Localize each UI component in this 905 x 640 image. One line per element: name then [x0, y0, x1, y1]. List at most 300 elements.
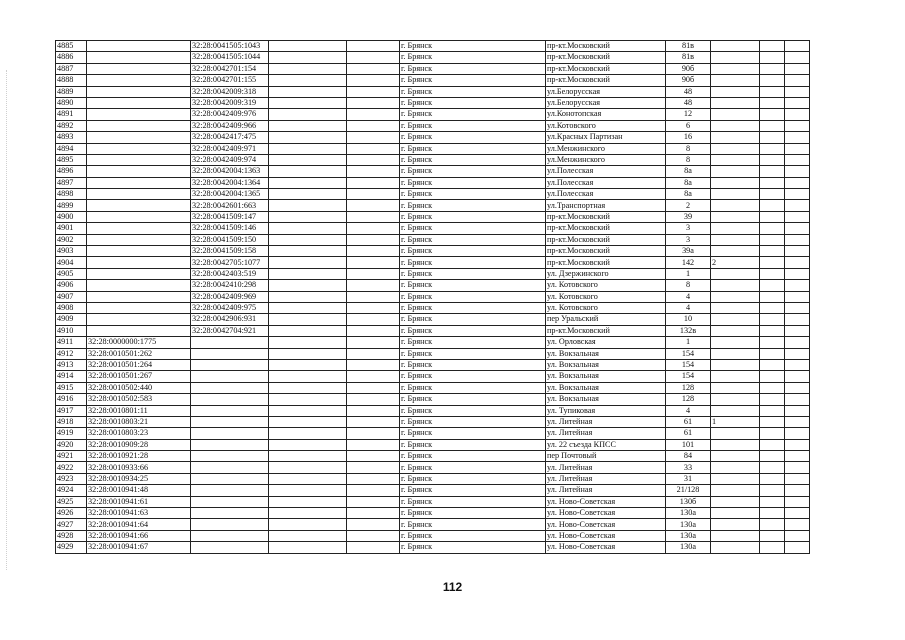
city-cell: г. Брянск	[400, 508, 546, 519]
house-number-cell: 81в	[666, 41, 711, 52]
table-row	[56, 177, 810, 188]
table-row	[56, 41, 810, 52]
extra-number-cell	[711, 109, 760, 120]
blank-cell	[760, 542, 785, 553]
blank-cell	[760, 63, 785, 74]
cadastral-number-b-cell	[191, 359, 269, 370]
row-number-cell: 4906	[56, 280, 87, 291]
street-cell: ул. Ново-Советская	[546, 508, 666, 519]
city-cell: г. Брянск	[400, 120, 546, 131]
table-row	[56, 302, 810, 313]
city-cell: г. Брянск	[400, 382, 546, 393]
blank-cell	[760, 109, 785, 120]
row-number-cell: 4907	[56, 291, 87, 302]
house-number-cell: 33	[666, 462, 711, 473]
blank-cell	[785, 473, 810, 484]
house-number-cell: 90б	[666, 75, 711, 86]
cadastral-number-a-cell	[87, 132, 191, 143]
blank-cell	[760, 473, 785, 484]
blank-cell	[269, 405, 347, 416]
blank-cell	[269, 485, 347, 496]
blank-cell	[347, 52, 400, 63]
street-cell: ул.Менжинского	[546, 143, 666, 154]
table-row	[56, 257, 810, 268]
city-cell: г. Брянск	[400, 97, 546, 108]
house-number-cell: 8	[666, 280, 711, 291]
city-cell: г. Брянск	[400, 325, 546, 336]
blank-cell	[269, 530, 347, 541]
scan-margin-line	[6, 70, 8, 570]
blank-cell	[347, 63, 400, 74]
cadastral-number-b-cell	[191, 405, 269, 416]
extra-number-cell	[711, 359, 760, 370]
blank-cell	[347, 120, 400, 131]
house-number-cell: 8а	[666, 177, 711, 188]
blank-cell	[347, 485, 400, 496]
blank-cell	[269, 291, 347, 302]
street-cell: ул.Котовского	[546, 120, 666, 131]
cadastral-number-b-cell	[191, 530, 269, 541]
extra-number-cell	[711, 132, 760, 143]
blank-cell	[347, 41, 400, 52]
row-number-cell: 4911	[56, 337, 87, 348]
blank-cell	[760, 405, 785, 416]
blank-cell	[785, 439, 810, 450]
cadastral-number-a-cell	[87, 211, 191, 222]
row-number-cell: 4899	[56, 200, 87, 211]
table-row	[56, 223, 810, 234]
cadastral-number-a-cell: 32:28:0010502:583	[87, 394, 191, 405]
blank-cell	[347, 223, 400, 234]
house-number-cell: 130а	[666, 519, 711, 530]
cadastral-number-b-cell	[191, 416, 269, 427]
table-row	[56, 268, 810, 279]
house-number-cell: 130б	[666, 496, 711, 507]
house-number-cell: 31	[666, 473, 711, 484]
blank-cell	[760, 246, 785, 257]
blank-cell	[269, 234, 347, 245]
table-row	[56, 63, 810, 74]
blank-cell	[269, 189, 347, 200]
row-number-cell: 4920	[56, 439, 87, 450]
cadastral-number-b-cell: 32:28:0042409:969	[191, 291, 269, 302]
row-number-cell: 4902	[56, 234, 87, 245]
cadastral-number-a-cell	[87, 189, 191, 200]
table-body	[56, 41, 810, 554]
cadastral-number-a-cell: 32:28:0010941:63	[87, 508, 191, 519]
cadastral-number-b-cell	[191, 394, 269, 405]
extra-number-cell	[711, 63, 760, 74]
blank-cell	[785, 63, 810, 74]
house-number-cell: 10	[666, 314, 711, 325]
table-row	[56, 325, 810, 336]
blank-cell	[347, 542, 400, 553]
city-cell: г. Брянск	[400, 63, 546, 74]
blank-cell	[269, 257, 347, 268]
blank-cell	[785, 314, 810, 325]
blank-cell	[347, 416, 400, 427]
cadastral-number-b-cell: 32:28:0042906:931	[191, 314, 269, 325]
table-row	[56, 530, 810, 541]
blank-cell	[347, 189, 400, 200]
house-number-cell: 4	[666, 291, 711, 302]
table-row	[56, 405, 810, 416]
extra-number-cell	[711, 268, 760, 279]
cadastral-number-a-cell	[87, 86, 191, 97]
blank-cell	[347, 257, 400, 268]
blank-cell	[785, 200, 810, 211]
city-cell: г. Брянск	[400, 394, 546, 405]
cadastral-number-a-cell	[87, 302, 191, 313]
street-cell: пр-кт.Московский	[546, 234, 666, 245]
blank-cell	[269, 302, 347, 313]
street-cell: ул. Вокзальная	[546, 371, 666, 382]
cadastral-number-a-cell: 32:28:0010909:28	[87, 439, 191, 450]
house-number-cell: 8	[666, 154, 711, 165]
house-number-cell: 128	[666, 394, 711, 405]
blank-cell	[347, 348, 400, 359]
cadastral-number-a-cell	[87, 166, 191, 177]
cadastral-number-b-cell	[191, 371, 269, 382]
blank-cell	[785, 177, 810, 188]
street-cell: ул. Литейная	[546, 462, 666, 473]
house-number-cell: 39	[666, 211, 711, 222]
row-number-cell: 4927	[56, 519, 87, 530]
row-number-cell: 4919	[56, 428, 87, 439]
blank-cell	[269, 143, 347, 154]
street-cell: ул. Вокзальная	[546, 382, 666, 393]
cadastral-number-b-cell: 32:28:0041509:147	[191, 211, 269, 222]
blank-cell	[269, 439, 347, 450]
city-cell: г. Брянск	[400, 473, 546, 484]
blank-cell	[760, 314, 785, 325]
extra-number-cell	[711, 41, 760, 52]
blank-cell	[785, 530, 810, 541]
blank-cell	[269, 211, 347, 222]
blank-cell	[347, 473, 400, 484]
cadastral-number-b-cell	[191, 519, 269, 530]
extra-number-cell	[711, 314, 760, 325]
blank-cell	[269, 75, 347, 86]
blank-cell	[785, 52, 810, 63]
extra-number-cell	[711, 519, 760, 530]
blank-cell	[785, 211, 810, 222]
house-number-cell: 21/128	[666, 485, 711, 496]
blank-cell	[347, 428, 400, 439]
extra-number-cell: 2	[711, 257, 760, 268]
extra-number-cell	[711, 428, 760, 439]
street-cell: ул. 22 съезда КПСС	[546, 439, 666, 450]
street-cell: ул.Белорусская	[546, 86, 666, 97]
blank-cell	[269, 496, 347, 507]
house-number-cell: 6	[666, 120, 711, 131]
blank-cell	[785, 268, 810, 279]
blank-cell	[347, 200, 400, 211]
city-cell: г. Брянск	[400, 337, 546, 348]
cadastral-number-a-cell	[87, 280, 191, 291]
cadastral-number-a-cell	[87, 143, 191, 154]
blank-cell	[269, 109, 347, 120]
blank-cell	[785, 75, 810, 86]
city-cell: г. Брянск	[400, 530, 546, 541]
cadastral-number-a-cell	[87, 223, 191, 234]
city-cell: г. Брянск	[400, 211, 546, 222]
city-cell: г. Брянск	[400, 200, 546, 211]
street-cell: пр-кт.Московский	[546, 41, 666, 52]
cadastral-number-b-cell: 32:28:0042701:154	[191, 63, 269, 74]
cadastral-number-b-cell: 32:28:0042004:1364	[191, 177, 269, 188]
city-cell: г. Брянск	[400, 428, 546, 439]
blank-cell	[269, 223, 347, 234]
row-number-cell: 4909	[56, 314, 87, 325]
house-number-cell: 1	[666, 268, 711, 279]
street-cell: пр-кт.Московский	[546, 63, 666, 74]
blank-cell	[785, 325, 810, 336]
blank-cell	[347, 325, 400, 336]
blank-cell	[347, 371, 400, 382]
table-row	[56, 519, 810, 530]
house-number-cell: 39а	[666, 246, 711, 257]
blank-cell	[785, 280, 810, 291]
extra-number-cell	[711, 371, 760, 382]
blank-cell	[269, 246, 347, 257]
extra-number-cell	[711, 405, 760, 416]
property-registry-table	[55, 40, 810, 554]
row-number-cell: 4926	[56, 508, 87, 519]
house-number-cell: 81в	[666, 52, 711, 63]
cadastral-number-b-cell	[191, 348, 269, 359]
blank-cell	[347, 382, 400, 393]
blank-cell	[785, 348, 810, 359]
extra-number-cell	[711, 97, 760, 108]
cadastral-number-b-cell: 32:28:0042409:974	[191, 154, 269, 165]
blank-cell	[785, 451, 810, 462]
city-cell: г. Брянск	[400, 302, 546, 313]
blank-cell	[785, 462, 810, 473]
street-cell: ул.Полесская	[546, 189, 666, 200]
city-cell: г. Брянск	[400, 542, 546, 553]
cadastral-number-a-cell: 32:28:0010941:61	[87, 496, 191, 507]
cadastral-number-a-cell	[87, 268, 191, 279]
blank-cell	[785, 382, 810, 393]
blank-cell	[760, 394, 785, 405]
table-row	[56, 359, 810, 370]
table-row	[56, 291, 810, 302]
house-number-cell: 61	[666, 428, 711, 439]
blank-cell	[785, 359, 810, 370]
street-cell: ул.Менжинского	[546, 154, 666, 165]
street-cell: ул. Дзержинского	[546, 268, 666, 279]
cadastral-number-a-cell: 32:28:0010941:66	[87, 530, 191, 541]
street-cell: ул.Транспортная	[546, 200, 666, 211]
cadastral-number-b-cell: 32:28:0042701:155	[191, 75, 269, 86]
row-number-cell: 4893	[56, 132, 87, 143]
house-number-cell: 12	[666, 109, 711, 120]
blank-cell	[760, 519, 785, 530]
blank-cell	[785, 257, 810, 268]
blank-cell	[785, 143, 810, 154]
house-number-cell: 4	[666, 302, 711, 313]
blank-cell	[760, 416, 785, 427]
row-number-cell: 4924	[56, 485, 87, 496]
table-row	[56, 462, 810, 473]
cadastral-number-a-cell	[87, 257, 191, 268]
blank-cell	[347, 143, 400, 154]
row-number-cell: 4913	[56, 359, 87, 370]
blank-cell	[269, 268, 347, 279]
blank-cell	[785, 189, 810, 200]
blank-cell	[269, 416, 347, 427]
blank-cell	[785, 120, 810, 131]
row-number-cell: 4917	[56, 405, 87, 416]
row-number-cell: 4925	[56, 496, 87, 507]
blank-cell	[347, 302, 400, 313]
street-cell: пр-кт.Московский	[546, 223, 666, 234]
extra-number-cell	[711, 508, 760, 519]
blank-cell	[347, 451, 400, 462]
house-number-cell: 84	[666, 451, 711, 462]
city-cell: г. Брянск	[400, 280, 546, 291]
table-row	[56, 234, 810, 245]
blank-cell	[785, 394, 810, 405]
street-cell: ул. Ново-Советская	[546, 519, 666, 530]
extra-number-cell	[711, 280, 760, 291]
street-cell: ул. Тупиковая	[546, 405, 666, 416]
cadastral-number-b-cell	[191, 496, 269, 507]
blank-cell	[269, 154, 347, 165]
blank-cell	[785, 542, 810, 553]
blank-cell	[347, 462, 400, 473]
cadastral-number-b-cell	[191, 337, 269, 348]
blank-cell	[760, 508, 785, 519]
row-number-cell: 4885	[56, 41, 87, 52]
street-cell: ул.Полесская	[546, 166, 666, 177]
street-cell: ул. Ново-Советская	[546, 542, 666, 553]
cadastral-number-b-cell	[191, 542, 269, 553]
row-number-cell: 4916	[56, 394, 87, 405]
extra-number-cell	[711, 451, 760, 462]
blank-cell	[269, 337, 347, 348]
extra-number-cell	[711, 473, 760, 484]
blank-cell	[269, 63, 347, 74]
blank-cell	[347, 234, 400, 245]
table-row	[56, 189, 810, 200]
row-number-cell: 4897	[56, 177, 87, 188]
extra-number-cell	[711, 52, 760, 63]
blank-cell	[760, 257, 785, 268]
extra-number-cell	[711, 75, 760, 86]
blank-cell	[785, 496, 810, 507]
street-cell: пр-кт.Московский	[546, 75, 666, 86]
cadastral-number-a-cell: 32:28:0010803:21	[87, 416, 191, 427]
row-number-cell: 4908	[56, 302, 87, 313]
house-number-cell: 130а	[666, 542, 711, 553]
blank-cell	[760, 439, 785, 450]
cadastral-number-a-cell: 32:28:0010934:25	[87, 473, 191, 484]
house-number-cell: 8а	[666, 166, 711, 177]
blank-cell	[347, 166, 400, 177]
blank-cell	[760, 75, 785, 86]
cadastral-number-a-cell: 32:28:0010941:64	[87, 519, 191, 530]
table-row	[56, 485, 810, 496]
blank-cell	[760, 496, 785, 507]
cadastral-number-a-cell	[87, 291, 191, 302]
table-row	[56, 496, 810, 507]
extra-number-cell	[711, 200, 760, 211]
blank-cell	[269, 394, 347, 405]
blank-cell	[760, 234, 785, 245]
street-cell: пер Уральский	[546, 314, 666, 325]
blank-cell	[760, 462, 785, 473]
row-number-cell: 4922	[56, 462, 87, 473]
city-cell: г. Брянск	[400, 75, 546, 86]
blank-cell	[269, 359, 347, 370]
blank-cell	[269, 348, 347, 359]
blank-cell	[760, 132, 785, 143]
street-cell: пр-кт.Московский	[546, 211, 666, 222]
city-cell: г. Брянск	[400, 132, 546, 143]
city-cell: г. Брянск	[400, 166, 546, 177]
table-row	[56, 75, 810, 86]
street-cell: ул. Котовского	[546, 291, 666, 302]
blank-cell	[347, 291, 400, 302]
blank-cell	[760, 211, 785, 222]
extra-number-cell	[711, 86, 760, 97]
table-row	[56, 280, 810, 291]
blank-cell	[269, 120, 347, 131]
street-cell: ул. Вокзальная	[546, 348, 666, 359]
street-cell: ул. Котовского	[546, 280, 666, 291]
cadastral-number-b-cell	[191, 428, 269, 439]
table-row	[56, 348, 810, 359]
street-cell: ул.Конотопская	[546, 109, 666, 120]
extra-number-cell: 1	[711, 416, 760, 427]
blank-cell	[785, 405, 810, 416]
city-cell: г. Брянск	[400, 52, 546, 63]
blank-cell	[760, 189, 785, 200]
blank-cell	[760, 223, 785, 234]
cadastral-number-b-cell: 32:28:0042410:298	[191, 280, 269, 291]
city-cell: г. Брянск	[400, 519, 546, 530]
table-row	[56, 132, 810, 143]
blank-cell	[785, 223, 810, 234]
city-cell: г. Брянск	[400, 143, 546, 154]
blank-cell	[269, 542, 347, 553]
street-cell: ул. Литейная	[546, 428, 666, 439]
house-number-cell: 130а	[666, 508, 711, 519]
street-cell: ул. Литейная	[546, 416, 666, 427]
street-cell: пер Почтовый	[546, 451, 666, 462]
blank-cell	[760, 268, 785, 279]
house-number-cell: 128	[666, 382, 711, 393]
city-cell: г. Брянск	[400, 416, 546, 427]
table-row	[56, 473, 810, 484]
row-number-cell: 4896	[56, 166, 87, 177]
cadastral-number-a-cell: 32:28:0010803:23	[87, 428, 191, 439]
table-row	[56, 52, 810, 63]
row-number-cell: 4886	[56, 52, 87, 63]
extra-number-cell	[711, 234, 760, 245]
street-cell: пр-кт.Московский	[546, 325, 666, 336]
blank-cell	[347, 154, 400, 165]
cadastral-number-a-cell	[87, 97, 191, 108]
extra-number-cell	[711, 382, 760, 393]
blank-cell	[785, 519, 810, 530]
house-number-cell: 48	[666, 97, 711, 108]
row-number-cell: 4890	[56, 97, 87, 108]
cadastral-number-b-cell: 32:28:0042009:319	[191, 97, 269, 108]
blank-cell	[760, 382, 785, 393]
